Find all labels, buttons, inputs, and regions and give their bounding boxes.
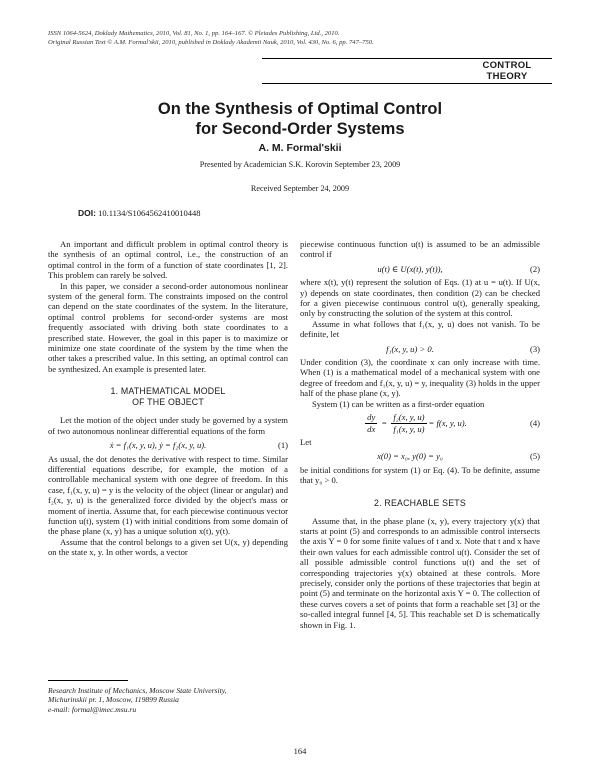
equation-3-number: (3) [529, 343, 540, 354]
section-label-line2: THEORY [486, 71, 528, 82]
equation-2 [300, 264, 540, 274]
equation-5-number: (5) [529, 451, 540, 462]
paragraph: piecewise continuous function u(t) is assumed to be an admissible control if [300, 239, 540, 260]
paragraph: Assume in what follows that f₁(x, y, u) does not vanish. To be definite, let [300, 318, 540, 340]
paragraph: Assume that, in the phase plane (x, y), every trajectory y(x) that starts at point (5) and corresponds to an admissible control intersects the axis Y = 0 for some finite values of t and x. Note that t and x have their own values for each admissible control u(t). Consider the set of all possible admissible control functions u(t) and the set of corresponding trajectories y(x) obtained at these controls. More precisely, consider only the portions of these trajectories that begin at point (5) and terminate on the horizontal axis Y = 0. The collection of these curves covers a set of points that form a reachable set [3] or the so-called integral funnel [4, 5]. This reachable set D is schematically shown in Fig. 1. [300, 515, 540, 630]
footnote-line2: Michurinskii pr. 1, Moscow, 119899 Russia [48, 695, 179, 705]
equation-3 [300, 344, 540, 354]
footnote-line3: e-mail: formal@imec.msu.ru [48, 704, 137, 714]
equation-4-f1: f₁(x, y, u) [393, 423, 425, 434]
journal-header [48, 29, 374, 47]
equation-4-dx: dx [367, 423, 376, 434]
equation-2-number: (2) [529, 263, 540, 274]
page-number: 164 [293, 746, 307, 756]
paper-title-line2: for Second-Order Systems [195, 120, 405, 138]
equation-1-number: (1) [277, 440, 288, 451]
paragraph: be initial conditions for system (1) or Eq. (4). To be definite, assume that y₀ > 0. [300, 464, 540, 486]
section-heading-1-line1: 1. MATHEMATICAL MODEL [110, 386, 226, 397]
doi [78, 208, 200, 218]
equation-3-body: f₁(x, y, u) > 0. [386, 343, 434, 354]
equation-4-dy: dy [367, 412, 376, 423]
paragraph: Under condition (3), the coordinate x can only increase with time. When (1) is a mathematical model of a mechanical system with one degree of freedom and f₁(x, y, u) = y, inequality (3) holds in the upper half of the phase plane (x, y). [300, 357, 540, 399]
doi-value: 10.1134/S1064562410010448 [98, 208, 201, 218]
equation-4-derivative [365, 412, 377, 434]
footnote-rule [48, 680, 128, 681]
paragraph: System (1) can be written as a first-order equation [312, 398, 485, 409]
equation-5 [300, 451, 540, 461]
paragraph: where x(t), y(t) represent the solution of Eqs. (1) at u = u(t). If U(x, y) depends on state coordinates, then condition (2) can be checked for a given piecewise continuous control u(t), generally speaking, only by constructing the solution of the system at this control. [300, 277, 540, 319]
paragraph: Let the motion of the object under study be governed by a system of two autonomous nonlinear differential equations of the form [48, 415, 288, 436]
paragraph: In this paper, we consider a second-order autonomous nonlinear system of the general form. The constraints imposed on the control can depend on the state coordinates of the system. In the literature, optimal control problems for second-order systems are most frequently associated with driving both state coordinates to a prescribed state. However, the goal in this paper is to maximize or minimize one state coordinate of the system by the time when the other takes a prescribed value. In this setting, an optimal control can be synthesized. An example is presented later. [48, 280, 288, 374]
paragraph: Assume that the control belongs to a given set U(x, y) depending on the state x, y. In other words, a vector [48, 536, 288, 558]
paragraph: As usual, the dot denotes the derivative with respect to time. Similar differential equations describe, for example, the motion of a controllable mechanical system with one degree of freedom. In this case, f₁(x, y, u) = y is the velocity of the object (linear or angular) and f₂(x, y, u) is the generalized force divided by the object's mass or moment of inertia. Assume that, for each piecewise continuous vector function u(t), system (1) with initial conditions from some domain of the phase plane (x, y) has a unique solution x(t), y(t). [48, 453, 288, 537]
paragraph: An important and difficult problem in optimal control theory is the synthesis of an optimal control, i.e., the construction of an optimal control in the form of a function of state coordinates [1, 2]. This problem can rarely be solved. [48, 239, 288, 281]
footnote-line1: Research Institute of Mechanics, Moscow State University, [48, 686, 227, 695]
equation-4-number: (4) [529, 417, 540, 428]
section-heading-2: 2. REACHABLE SETS [374, 497, 466, 508]
right-column [300, 239, 540, 630]
doi-label: DOI: [78, 208, 96, 218]
equation-2-body: u(t) ∈ U(x(t), y(t)), [377, 263, 443, 274]
journal-header-line1: ISSN 1064-5624, Doklady Mathematics, 2010, Vol. 81, No. 1, pp. 164–167. © Pleiades Publishing, Ltd., 2010. [48, 30, 340, 37]
footnote [48, 686, 288, 714]
left-column [48, 239, 288, 558]
section-rule-bottom [262, 83, 552, 84]
paper-title-line1: On the Synthesis of Optimal Control [157, 100, 443, 118]
section-rule-top [262, 58, 552, 59]
paper-title [60, 99, 540, 139]
equation-4-ratio [391, 412, 426, 434]
author: A. M. Formal'skii [258, 142, 342, 154]
equation-5-body: x(0) = x₀, y(0) = y₀ [377, 451, 443, 462]
presented-by: Presented by Academician S.K. Korovin September 23, 2009 [199, 160, 401, 169]
received-date: Received September 24, 2009 [250, 184, 350, 193]
paragraph: Let [300, 436, 312, 447]
journal-header-line2: Original Russian Text © A.M. Formal'skii, 2010, published in Doklady Akademii Nauk, 2010, Vol. 430, No. 6, pp. 747–750. [48, 39, 374, 46]
equation-1 [48, 440, 288, 450]
section-heading-1-line2: OF THE OBJECT [132, 397, 204, 408]
equation-4-rhs: = f(x, y, u). [428, 417, 467, 428]
equation-4-f2: f₂(x, y, u) [393, 412, 425, 423]
equation-1-body: ẋ = f₁(x, y, u), ẏ = f₂(x, y, u). [109, 440, 207, 451]
section-label [462, 60, 552, 82]
section-label-line1: CONTROL [482, 60, 532, 71]
equation-4: $\frac{dy}{dx}$ = $\frac{\text{f₂(x, y, u)}}{\text{f₁(x, y, u)}}$ = f(x, y, u). (4) [367, 412, 540, 434]
section-heading-1 [48, 386, 288, 408]
